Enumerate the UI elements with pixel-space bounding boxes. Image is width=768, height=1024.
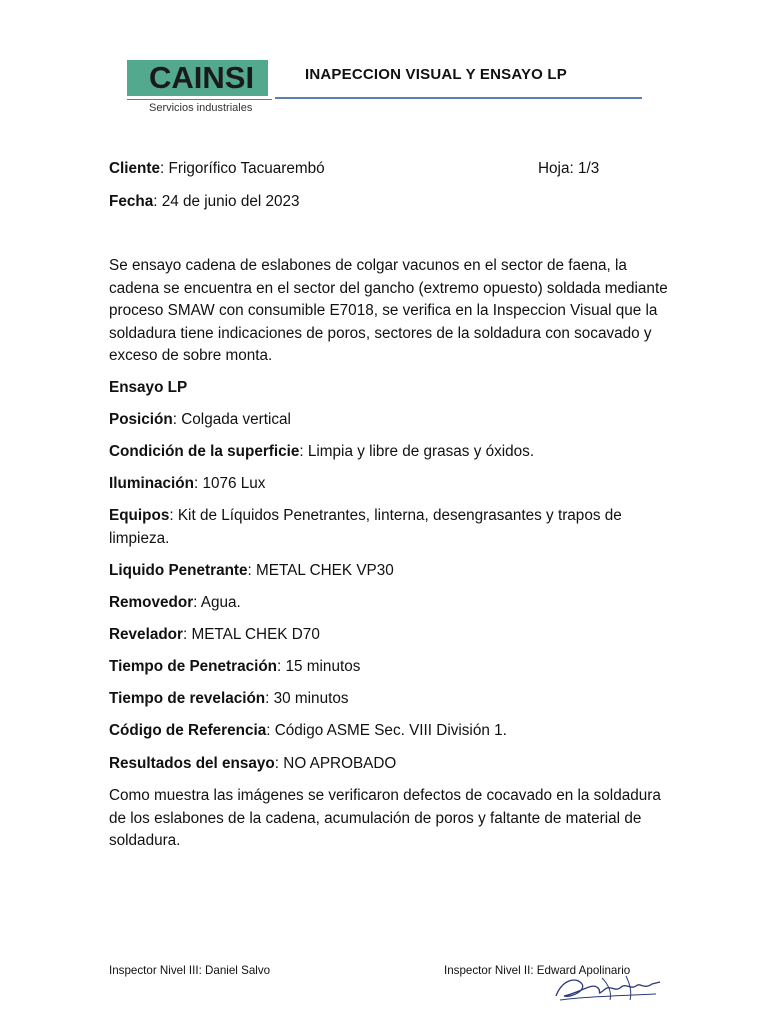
field-value: : 30 minutos (265, 690, 349, 707)
field-label: Revelador (109, 626, 183, 643)
field-label: Tiempo de revelación (109, 690, 266, 707)
field-liquido-penetrante (109, 560, 394, 582)
field-removedor (109, 592, 241, 614)
date-value: : 24 de junio del 2023 (153, 193, 300, 210)
field-condicion (109, 441, 534, 463)
page-counter: Hoja: 1/3 (538, 160, 600, 177)
logo-text: CAINSI (149, 60, 255, 95)
inspector-right: Inspector Nivel II: Edward Apolinario (444, 964, 631, 977)
date-label: Fecha (109, 193, 154, 210)
logo-divider (127, 99, 272, 100)
field-value: : METAL CHEK VP30 (247, 562, 394, 579)
field-value: : 15 minutos (277, 658, 361, 675)
field-tiempo-penetracion (109, 656, 360, 678)
field-label: Liquido Penetrante (109, 562, 248, 579)
field-label: Código de Referencia (109, 722, 267, 739)
client-label: Cliente (109, 160, 160, 177)
field-codigo-referencia (109, 720, 507, 742)
inspector-left: Inspector Nivel III: Daniel Salvo (109, 964, 271, 977)
field-value: : Agua. (193, 594, 241, 611)
field-revelador (109, 624, 320, 646)
logo-subtitle: Servicios industriales (149, 102, 253, 114)
field-iluminacion (109, 473, 265, 495)
company-logo (127, 59, 267, 119)
field-value: : 1076 Lux (194, 475, 266, 492)
field-label: Removedor (109, 594, 194, 611)
section-title-text: Ensayo LP (109, 379, 188, 396)
field-posicion (109, 409, 291, 431)
field-value: : METAL CHEK D70 (182, 626, 320, 643)
field-tiempo-revelacion (109, 688, 348, 710)
client-line (109, 158, 325, 180)
date-line (109, 191, 300, 213)
field-label: Resultados del ensayo (109, 755, 275, 772)
field-label: Tiempo de Penetración (109, 658, 278, 675)
field-resultados (109, 753, 396, 775)
field-value: : Código ASME Sec. VIII División 1. (266, 722, 507, 739)
field-value: : NO APROBADO (274, 755, 397, 772)
conclusion-paragraph: Como muestra las imágenes se verificaron defectos de cocavado en la soldadura de los eslabones de la cadena, acumulación de poros y faltante de material de soldadura. (109, 787, 661, 849)
field-label: Posición (109, 411, 173, 428)
title-rule (275, 97, 642, 99)
field-label: Equipos (109, 507, 170, 524)
document-title: INAPECCION VISUAL Y ENSAYO LP (305, 66, 567, 83)
section-title (109, 377, 187, 399)
field-value: : Kit de Líquidos Penetrantes, linterna, desengrasantes y trapos de limpieza. (109, 507, 622, 547)
field-equipos (109, 505, 669, 550)
client-value: : Frigorífico Tacuarembó (160, 160, 325, 177)
field-label: Condición de la superficie (109, 443, 300, 460)
field-label: Iluminación (109, 475, 194, 492)
field-value: : Limpia y libre de grasas y óxidos. (299, 443, 535, 460)
intro-paragraph: Se ensayo cadena de eslabones de colgar vacunos en el sector de faena, la cadena se encuentra en el sector del gancho (extremo opuesto) soldada mediante proceso SMAW con consumible E7018, se verifica en la Inspeccion Visual que la soldadura tiene indicaciones de poros, sectores de la soldadura con socavado y exceso de sobre monta. (109, 257, 668, 364)
field-value: : Colgada vertical (172, 411, 291, 428)
signature-image (552, 970, 664, 1006)
